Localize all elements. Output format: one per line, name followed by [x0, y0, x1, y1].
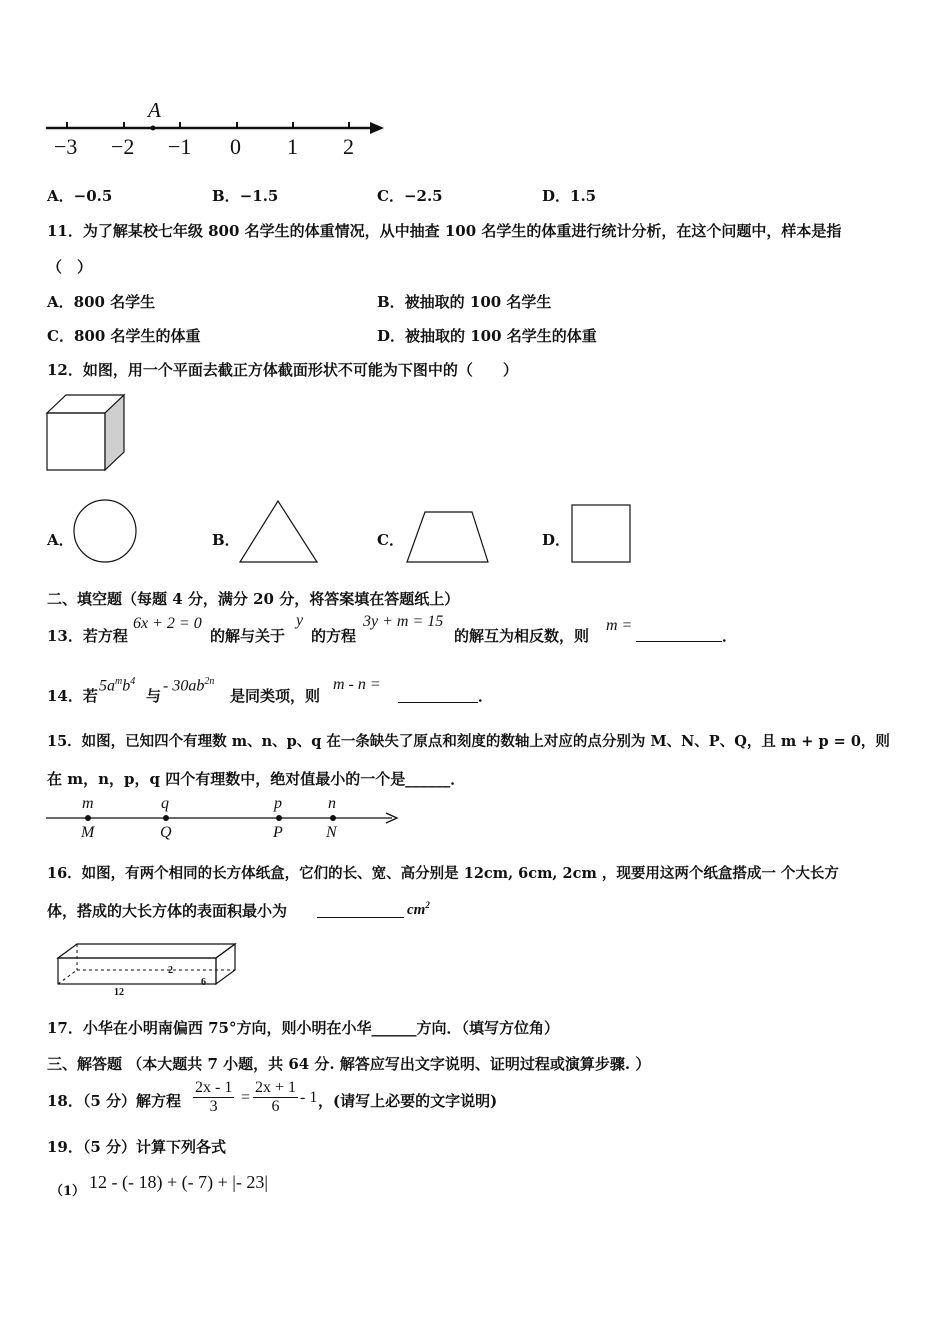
point-a-label: A — [148, 98, 161, 122]
q13-answer-label: m = — [606, 617, 633, 634]
q13-text-3: 的方程 — [311, 627, 357, 645]
q13-eq2: 3y + m = 15 — [363, 613, 444, 630]
q13-text-1: 13．若方程 — [47, 627, 128, 645]
q18-fraction-2: $\frac{2x + 1}{6}$ — [255, 1079, 297, 1115]
q14-answer-label: m - n = — [333, 676, 381, 693]
label-m: m — [82, 795, 94, 812]
tick-label: 2 — [343, 134, 354, 159]
tick-label: 1 — [287, 134, 298, 159]
q10-option-a[interactable]: A．−0.5 — [47, 187, 113, 205]
q10-option-b[interactable]: B．−1.5 — [212, 187, 279, 205]
q11-stem-paren: （ ） — [47, 258, 93, 276]
q16-unit: $cm^2$ — [407, 900, 430, 918]
q13-text-2: 的解与关于 — [210, 627, 286, 645]
q19-stem: 19．（5 分）计算下列各式 — [47, 1138, 227, 1156]
q12-option-d[interactable]: D． — [542, 531, 571, 549]
q13-end: ． — [722, 627, 738, 645]
tick-label: −3 — [54, 134, 78, 159]
q14-text-2: 与 — [146, 687, 162, 705]
label-Q: Q — [160, 824, 172, 841]
q10-option-d[interactable]: D．1.5 — [542, 187, 597, 205]
q13-text-4: 的解互为相反数，则 — [454, 627, 590, 645]
tick-label: −2 — [111, 134, 135, 159]
q11-option-b[interactable]: B．被抽取的 100 名学生 — [377, 293, 552, 311]
q14-text-3: 是同类项，则 — [230, 687, 321, 705]
q15-stem-2: 在 m，n，p，q 四个有理数中，绝对值最小的一个是______． — [47, 770, 466, 788]
q15-stem: 15．如图，已知四个有理数 m、n、p、q 在一条缺失了原点和刻度的数轴上对应的点分别为 M、N、P、Q，且 m + p = 0，则 — [47, 733, 890, 750]
section-2-heading: 二、填空题（每题 4 分，满分 20 分，将答案填在答题纸上） — [47, 590, 460, 608]
q12-option-a[interactable]: A． — [47, 531, 74, 549]
dim-width: 6 — [201, 977, 206, 988]
q18-fraction-1: $\frac{2x - 1}{3}$ — [195, 1079, 233, 1115]
tick-label: −1 — [168, 134, 192, 159]
label-p: p — [274, 795, 282, 812]
q16-stem-2: 体，搭成的大长方体的表面积最小为 — [47, 902, 288, 920]
q18-text-2: ，(请写上必要的文字说明) — [318, 1092, 498, 1110]
tick-label: 0 — [230, 134, 241, 159]
q16-stem: 16．如图，有两个相同的长方体纸盒，它们的长、宽、高分别是 12cm, 6cm, 2cm ，现要用这两个纸盒搭成一 个大长方 — [47, 865, 839, 882]
q14-end: ． — [478, 687, 494, 705]
q12-stem: 12．如图，用一个平面去截正方体截面形状不可能为下图中的（ ） — [47, 361, 518, 379]
q17-stem: 17．小华在小明南偏西 75°方向，则小明在小华______方向．（填写方位角） — [47, 1019, 559, 1037]
q11-option-d[interactable]: D．被抽取的 100 名学生的体重 — [377, 327, 597, 345]
label-N: N — [326, 824, 337, 841]
q13-var: y — [296, 612, 304, 629]
q19-sub1-expr: 12 - (- 18) + (- 7) + |- 23| — [89, 1172, 268, 1192]
q18-tail: - 1 — [300, 1089, 318, 1106]
label-P: P — [273, 824, 283, 841]
q10-option-c[interactable]: C．−2.5 — [377, 187, 443, 205]
q18-equals: = — [241, 1089, 251, 1106]
dim-length: 12 — [114, 987, 124, 998]
q19-sub1-label: （1） — [50, 1184, 86, 1199]
q14-term2: - $30ab^{2n}$ — [163, 676, 215, 695]
label-n: n — [328, 795, 336, 812]
q12-option-b[interactable]: B． — [212, 531, 240, 549]
q11-option-a[interactable]: A．800 名学生 — [47, 293, 156, 311]
q11-option-c[interactable]: C．800 名学生的体重 — [47, 327, 201, 345]
label-M: M — [81, 824, 95, 841]
q14-term1: $5a^mb^4$ — [99, 676, 136, 695]
q12-option-c[interactable]: C． — [377, 531, 404, 549]
q14-text-1: 14．若 — [47, 687, 98, 705]
q11-stem: 11．为了解某校七年级 800 名学生的体重情况，从中抽查 100 名学生的体重进行统计分析，在这个问题中，样本是指 — [47, 222, 842, 240]
dim-height: 2 — [168, 965, 173, 976]
q13-eq1: 6x + 2 = 0 — [133, 615, 202, 632]
section-3-heading: 三、解答题 （本大题共 7 小题，共 64 分. 解答应写出文字说明、证明过程或演算步骤. ） — [47, 1055, 651, 1073]
q18-text-1: 18．（5 分）解方程 — [47, 1092, 182, 1110]
label-q: q — [161, 795, 169, 812]
